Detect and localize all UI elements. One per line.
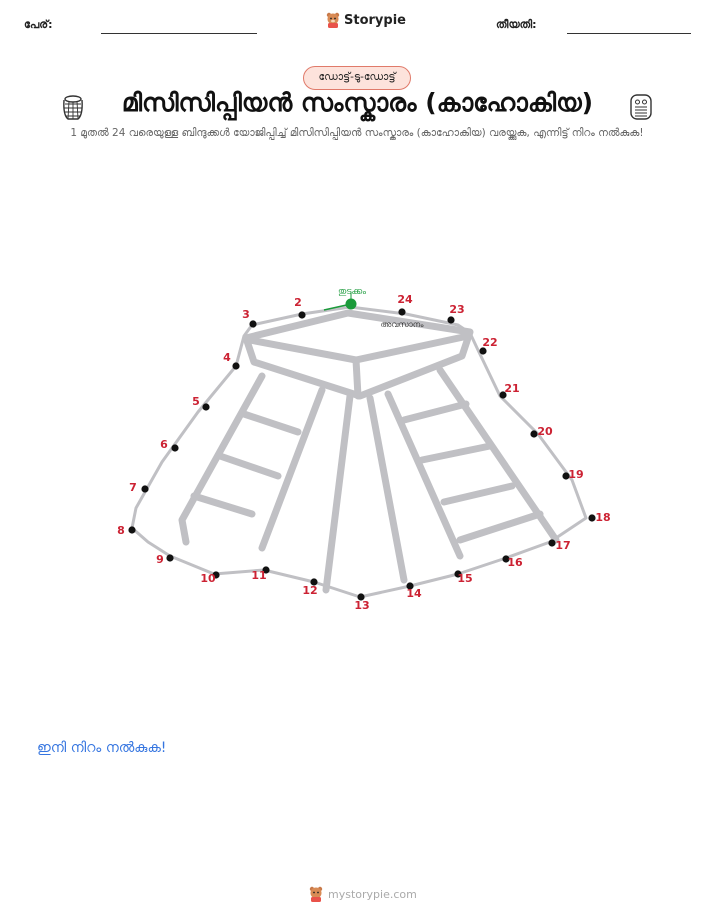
dot-number-18: 18: [595, 511, 611, 524]
dot-number-14: 14: [406, 587, 422, 600]
dot-23: [447, 316, 454, 323]
dot-8: [128, 526, 135, 533]
start-label: തുടക്കം: [337, 287, 367, 297]
name-label: പേര്:: [24, 18, 53, 31]
dot-number-8: 8: [117, 524, 125, 537]
dot-number-20: 20: [537, 425, 553, 438]
dot-number-24: 24: [397, 293, 413, 306]
dot-number-22: 22: [482, 336, 498, 349]
mound-guide-outline: [132, 307, 586, 597]
dot-9: [166, 554, 173, 561]
dot-number-2: 2: [294, 296, 302, 309]
dot-number-10: 10: [200, 572, 216, 585]
dot-24: [398, 308, 405, 315]
dot-6: [171, 444, 178, 451]
dot-number-11: 11: [251, 569, 267, 582]
dot-number-23: 23: [449, 303, 465, 316]
dot-number-19: 19: [568, 468, 584, 481]
date-label: തീയതി:: [496, 18, 537, 31]
end-label: അവസാനം: [380, 320, 424, 329]
dot-number-21: 21: [504, 382, 520, 395]
page-title: മിസിസിപ്പിയൻ സംസ്കാരം (കാഹോകിയ): [121, 88, 594, 117]
brand-name: Storypie: [344, 12, 406, 28]
dot-number-17: 17: [555, 539, 571, 552]
footer: [309, 886, 417, 902]
dot-3: [249, 320, 256, 327]
dot-number-9: 9: [156, 553, 164, 566]
color-prompt: ഇനി നിറം നൽകുക!: [37, 740, 167, 756]
dot-number-16: 16: [507, 556, 523, 569]
dot-number-4: 4: [223, 351, 231, 364]
dot-number-3: 3: [242, 308, 250, 321]
dot-2: [298, 311, 305, 318]
instructions: 1 മുതൽ 24 വരെയുള്ള ബിന്ദുക്കൾ യോജിപ്പിച്ച് മിസിസിപ്പിയൻ സംസ്കാരം (കാഹോകിയ) വരയ്ക്കുക, എന്നിട്ട് നിറം നൽകുക!: [70, 127, 644, 139]
dot-5: [202, 403, 209, 410]
footer-site: mystorypie.com: [328, 887, 417, 901]
dot-number-6: 6: [160, 438, 168, 451]
dot-number-13: 13: [354, 599, 370, 612]
dot-number-5: 5: [192, 395, 200, 408]
footer-bear-icon: [309, 886, 323, 902]
dot-number-7: 7: [129, 481, 137, 494]
dot-4: [232, 362, 239, 369]
activity-badge: ഡോട്ട്-ടു-ഡോട്ട്: [303, 66, 411, 90]
dot-number-15: 15: [457, 572, 473, 585]
dot-number-12: 12: [302, 584, 318, 597]
dot-7: [141, 485, 148, 492]
